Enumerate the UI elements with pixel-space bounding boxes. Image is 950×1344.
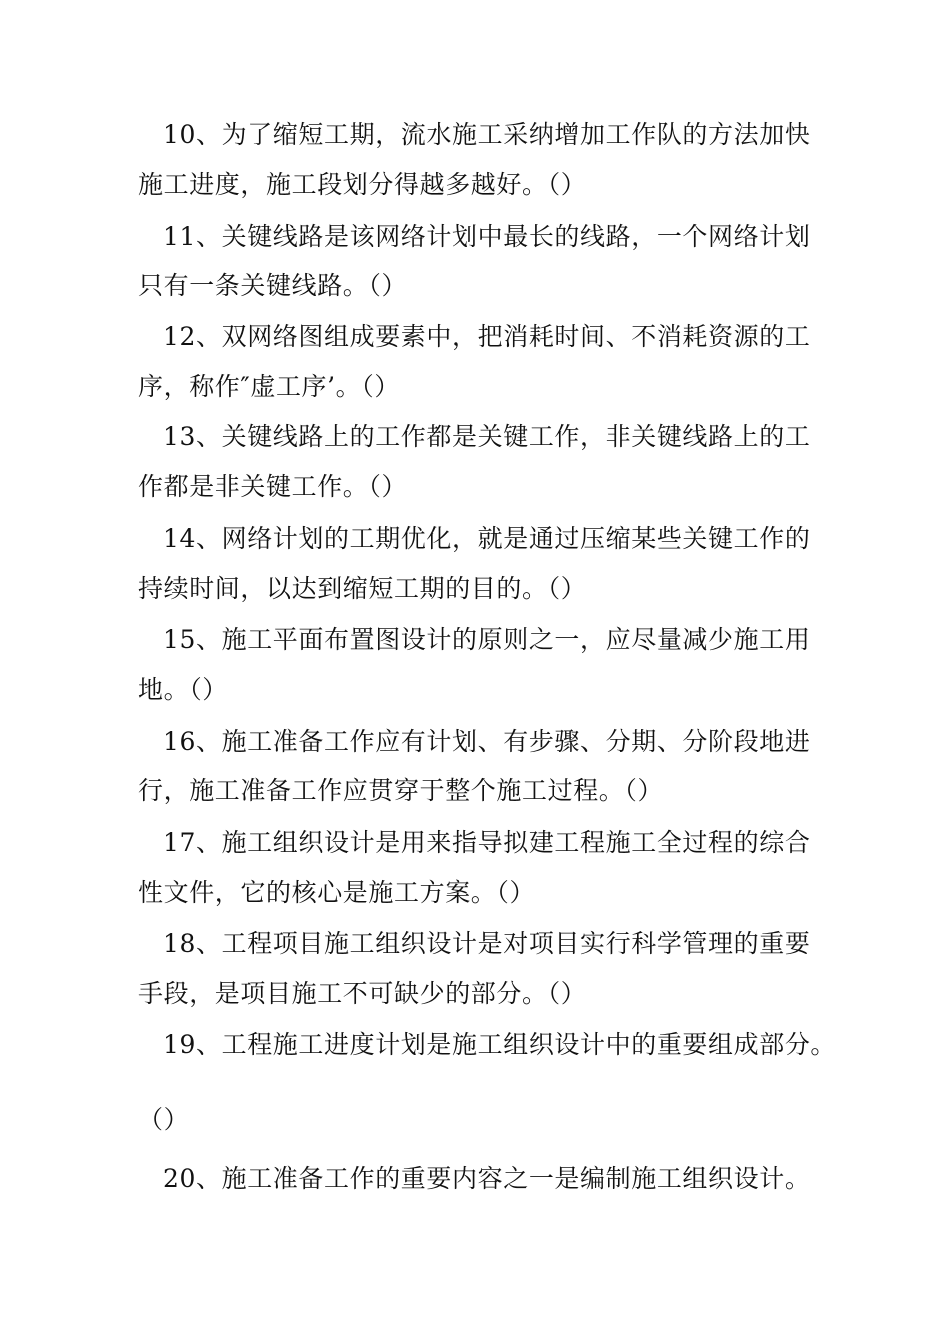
question-20-line-1: 20、施工准备工作的重要内容之一是编制施工组织设计。 (163, 1164, 811, 1193)
question-10-line-2: 施工进度，施工段划分得越多越好。（） (138, 170, 587, 199)
question-17-line-1: 17、施工组织设计是用来指导拟建工程施工全过程的综合 (163, 828, 811, 857)
question-19-line-2: （） (138, 1105, 190, 1134)
question-18-line-1: 18、工程项目施工组织设计是对项目实行科学管理的重要 (163, 929, 811, 958)
question-16-line-1: 16、施工准备工作应有计划、有步骤、分期、分阶段地进 (163, 727, 811, 756)
question-14-line-1: 14、网络计划的工期优化，就是通过压缩某些关键工作的 (163, 524, 811, 553)
question-15-line-1: 15、施工平面布置图设计的原则之一，应尽量减少施工用 (163, 625, 811, 654)
question-12-line-1: 12、双网络图组成要素中，把消耗时间、不消耗资源的工 (163, 322, 811, 351)
question-18-line-2: 手段，是项目施工不可缺少的部分。（） (138, 979, 587, 1008)
question-19-line-1: 19、工程施工进度计划是施工组织设计中的重要组成部分。 (163, 1030, 837, 1059)
question-12-line-2: 序，称作″虚工序’。（） (138, 372, 400, 401)
question-16-line-2: 行，施工准备工作应贯穿于整个施工过程。（） (138, 776, 664, 805)
question-14-line-2: 持续时间，以达到缩短工期的目的。（） (138, 574, 587, 603)
question-13-line-1: 13、关键线路上的工作都是关键工作，非关键线路上的工 (163, 422, 811, 451)
question-17-line-2: 性文件，它的核心是施工方案。（） (138, 878, 536, 907)
question-10-line-1: 10、为了缩短工期，流水施工采纳增加工作队的方法加快 (163, 120, 811, 149)
question-13-line-2: 作都是非关键工作。（） (138, 472, 408, 501)
question-11-line-2: 只有一条关键线路。（） (138, 271, 408, 300)
question-11-line-1: 11、关键线路是该网络计划中最长的线路，一个网络计划 (163, 222, 811, 251)
question-15-line-2: 地。（） (138, 675, 228, 704)
